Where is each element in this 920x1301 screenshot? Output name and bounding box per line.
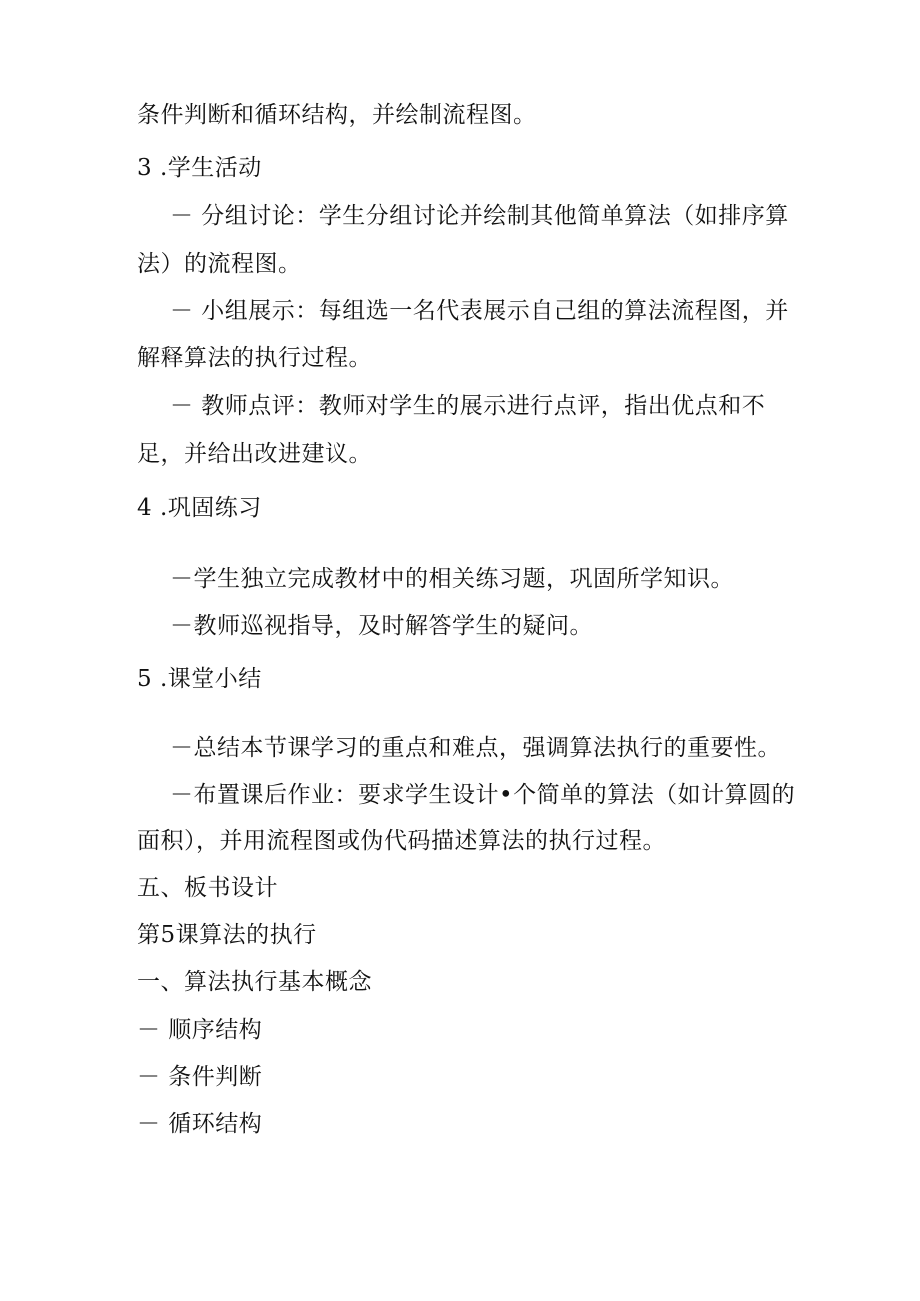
board-item-condition: － 条件判断 <box>137 1064 263 1090</box>
section-heading-practice: 4 .巩固练习 <box>137 495 262 521</box>
list-item-teacher-guidance: －教师巡视指导，及时解答学生的疑问。 <box>170 613 593 639</box>
list-item-group-presentation-cont: 解释算法的执行过程。 <box>137 345 372 371</box>
board-title: 第5课算法的执行 <box>137 922 317 948</box>
list-item-homework-cont: 面积），并用流程图或伪代码描述算法的执行过程。 <box>137 828 666 854</box>
list-item-summary: －总结本节课学习的重点和难点，强调算法执行的重要性。 <box>170 735 781 761</box>
list-item-teacher-review-cont: 足，并给出改进建议。 <box>137 441 372 467</box>
list-item-teacher-review: － 教师点评：教师对学生的展示进行点评，指出优点和不 <box>170 393 766 419</box>
section-heading-student-activities: 3 .学生活动 <box>137 155 262 181</box>
section-heading-board-design: 五、板书设计 <box>137 875 278 901</box>
list-item-group-discussion-cont: 法）的流程图。 <box>137 251 302 277</box>
board-item-sequence: － 顺序结构 <box>137 1017 263 1043</box>
section-heading-summary: 5 .课堂小结 <box>137 666 262 692</box>
board-heading-concepts: 一、算法执行基本概念 <box>137 969 372 995</box>
list-item-group-presentation: － 小组展示：每组选一名代表展示自己组的算法流程图，并 <box>170 298 789 324</box>
board-item-loop: － 循环结构 <box>137 1111 263 1137</box>
list-item-independent-exercise: －学生独立完成教材中的相关练习题，巩固所学知识。 <box>170 566 734 592</box>
paragraph-continuation: 条件判断和循环结构，并绘制流程图。 <box>137 102 537 128</box>
list-item-homework: －布置课后作业：要求学生设计•个简单的算法（如计算圆的 <box>170 782 796 808</box>
list-item-group-discussion: － 分组讨论：学生分组讨论并绘制其他简单算法（如排序算 <box>170 203 789 229</box>
